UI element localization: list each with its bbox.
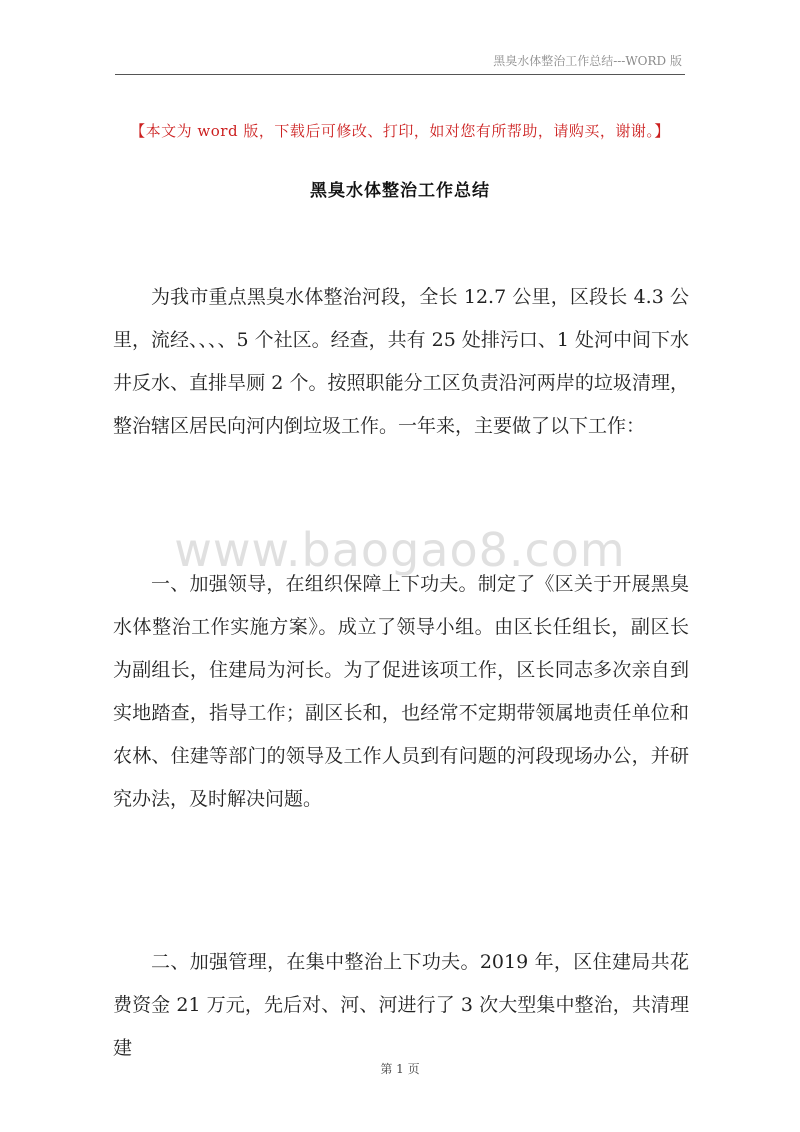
purchase-notice: 【本文为 word 版，下载后可修改、打印，如对您有所帮助，请购买，谢谢。】 [130,122,670,140]
paragraph-section-2: 二、加强管理，在集中整治上下功夫。2019 年，区住建局共花费资金 21 万元，先后对、河、河进行了 3 次大型集中整治，共清理建 [113,951,689,1059]
watermark-text: www.baogao8.com [174,523,626,577]
paragraph-intro: 为我市重点黑臭水体整治河段，全长 12.7 公里，区段长 4.3 公里，流经、、、、5 个社区。经查，共有 25 处排污口、1 处河中间下水井反水、直排旱厕 2 个。按照职能分工区负责沿河两岸的垃圾清理，整治辖区居民向河内倒垃圾工作。一年来，主要做了以下工作： [113,286,690,437]
running-header: 黑臭水体整治工作总结---WORD 版 [493,54,682,68]
header-divider [115,74,685,75]
paragraph-section-1: 一、加强领导，在组织保障上下功夫。制定了《区关于开展黑臭水体整治工作实施方案》。成立了领导小组。由区长任组长，副区长为副组长，住建局为河长。为了促进该项工作，区长同志多次亲自到实地踏查，指导工作；副区长和，也经常不定期带领属地责任单位和农林、住建等部门的领导及工作人员到有问题的河段现场办公，并研究办法，及时解决问题。 [113,573,689,810]
document-title: 黑臭水体整治工作总结 [310,181,490,201]
page-number: 第 1 页 [380,1062,420,1076]
